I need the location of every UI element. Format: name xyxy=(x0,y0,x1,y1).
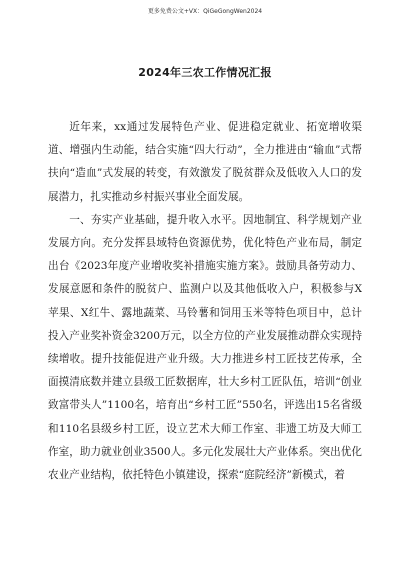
document-title: 2024年三农工作情况汇报 xyxy=(138,66,272,79)
paragraph-industry-foundation: 一、夯实产业基础，提升收入水平。因地制宜、科学规划产业发展方向。充分发挥县域特色资源优势，优化特色产业布局，制定出台《2023年度产业增收奖补措施实施方案》。鼓励具备劳动力、发展意愿和条件的脱贫户、监测户以及其他低收入户，积极参与X苹果、X红牛、露地蔬菜、马铃薯和饲用玉米等特色项目中，总计投入产业奖补资金3200万元，以全方位的产业发展推动群众实现持续增收。提升技能促进产业升级。大力推进乡村工匠技艺传承，全面摸清底数并建立县级工匠数据库，壮大乡村工匠队伍，培训“创业致富带头人”1100名，培育出“乡村工匠”550名，评选出15名省级和110名县级乡村工匠，设立艺术大师工作室、非遗工坊及大师工作室，助力就业创业3500人。多元化发展壮大产业体系。突出优化农业产业结构，依托特色小镇建设，探索“庭院经济”新模式，着 xyxy=(48,213,362,482)
page-header-promo: 更多免费公文+VX：QiGeGongWen2024 xyxy=(147,8,263,15)
paragraph-intro: 近年来，xx通过发展特色产业、促进稳定就业、拓宽增收渠道、增强内生动能，结合实施“四大行动”，全力推进由“输血”式帮扶向“造血”式发展的转变，有效激发了脱贫群众及低收入人口的发展潜力，扎实推动乡村振兴事业全面发展。 xyxy=(48,121,362,203)
document-body xyxy=(48,116,362,487)
